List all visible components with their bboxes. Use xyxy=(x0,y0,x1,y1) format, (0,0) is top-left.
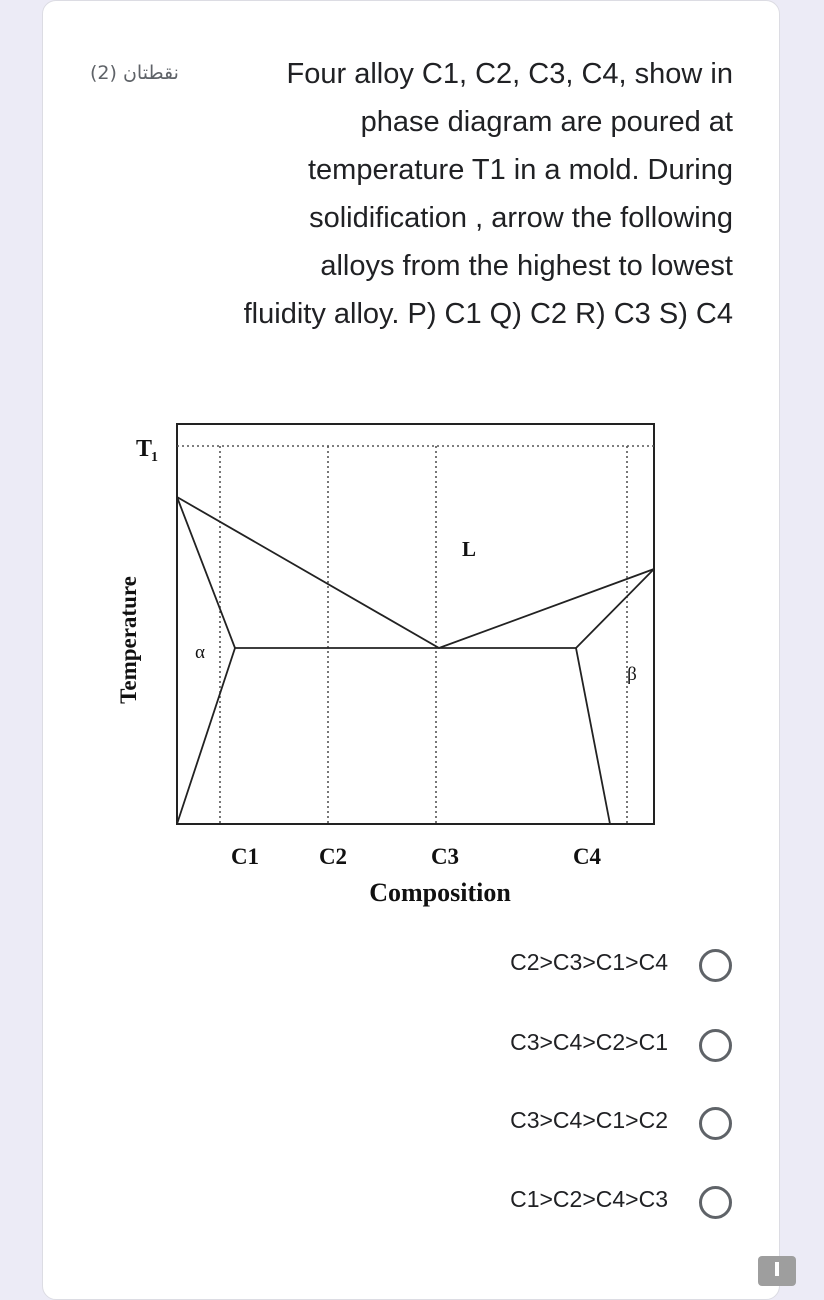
option-label: C1>C2>C4>C3 xyxy=(510,1186,668,1212)
radio-button[interactable] xyxy=(699,1107,732,1140)
report-icon[interactable] xyxy=(758,1256,796,1286)
option-4[interactable] xyxy=(430,1172,740,1232)
t1-label: T xyxy=(136,436,153,462)
option-label: C3>C4>C2>C1 xyxy=(510,1029,668,1055)
question-line: temperature T1 in a mold. During xyxy=(307,154,733,186)
phase-diagram xyxy=(100,410,690,920)
composition-tick-c2: C2 xyxy=(318,844,348,869)
question-text xyxy=(190,50,733,338)
option-2[interactable] xyxy=(430,1015,740,1075)
question-line: solidification , arrow the following xyxy=(309,202,733,234)
liquid-label: L xyxy=(461,537,477,561)
radio-button[interactable] xyxy=(699,1186,732,1219)
phase-boundaries xyxy=(177,497,654,824)
question-line: phase diagram are poured at xyxy=(360,106,733,138)
composition-tick-c4: C4 xyxy=(572,844,602,869)
option-3[interactable] xyxy=(430,1093,740,1153)
option-1[interactable] xyxy=(430,935,740,995)
composition-tick-c1: C1 xyxy=(230,844,260,869)
composition-tick-c3: C3 xyxy=(430,844,460,869)
points-label: نقطتان (2) xyxy=(90,62,179,84)
radio-button[interactable] xyxy=(699,949,732,982)
option-label: C2>C3>C1>C4 xyxy=(510,949,668,975)
x-axis-label: Composition xyxy=(369,878,511,907)
diagram-frame xyxy=(177,424,654,824)
option-label: C3>C4>C1>C2 xyxy=(510,1107,668,1133)
question-line: Four alloy C1, C2, C3, C4, show in xyxy=(286,58,733,90)
y-axis-label: Temperature xyxy=(116,576,141,704)
radio-button[interactable] xyxy=(699,1029,732,1062)
question-line: alloys from the highest to lowest xyxy=(320,250,733,282)
question-line: fluidity alloy. P) C1 Q) C2 R) C3 S) C4 xyxy=(243,298,733,330)
beta-label: β xyxy=(627,664,637,685)
alpha-label: α xyxy=(195,642,205,663)
t1-subscript: 1 xyxy=(151,450,158,465)
